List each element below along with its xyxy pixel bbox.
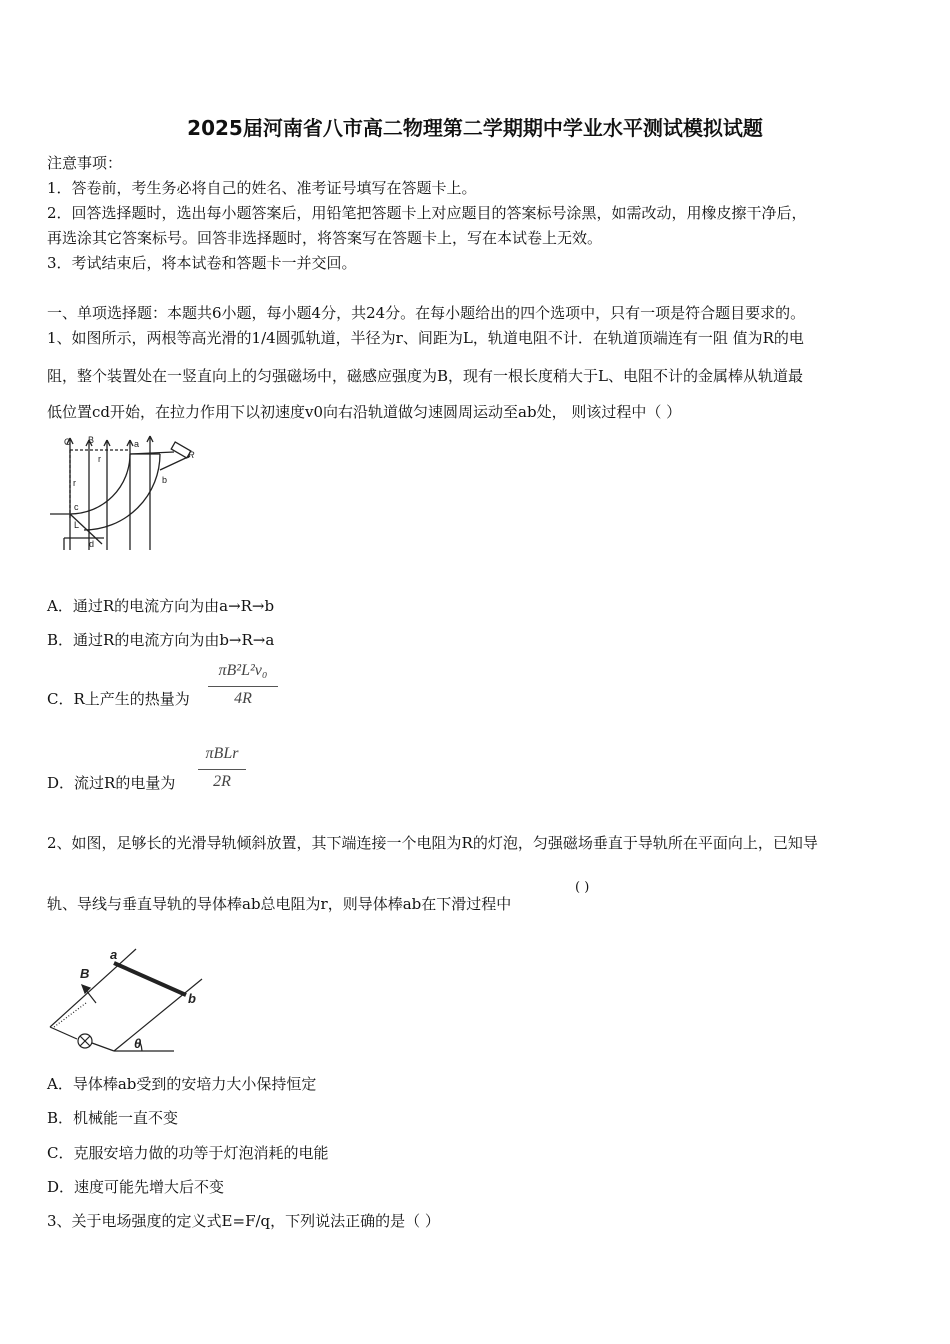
- label-a: a: [110, 947, 118, 962]
- q1-line-2: 阻，整个装置处在一竖直向上的匀强磁场中，磁感应强度为B，现有一根长度稍大于L、电阻不计的金属棒从轨道最: [47, 367, 803, 385]
- notice-item-2-line-2: 再选涂其它答案标号。回答非选择题时，将答案写在答题卡上，写在本试卷上无效。: [47, 229, 603, 247]
- q2-incline-figure: [44, 945, 214, 1060]
- rail-lower: [114, 979, 202, 1051]
- label-R: R: [188, 450, 195, 460]
- q3-line-1: 3、关于电场强度的定义式E=F/q，下列说法正确的是（ ）: [47, 1212, 440, 1230]
- q1-option-c-fraction: [208, 662, 278, 712]
- label-b: b: [188, 991, 196, 1006]
- notice-item-3: 3．考试结束后，将本试卷和答题卡一并交回。: [47, 254, 357, 272]
- notice-item-1: 1．答卷前，考生务必将自己的姓名、准考证号填写在答题卡上。: [47, 179, 477, 197]
- q1-line-1: 1、如图所示，两根等高光滑的1/4圆弧轨道，半径为r、间距为L，轨道电阻不计．在轨道顶端连有一阻 值为R的电: [47, 329, 804, 347]
- fraction-bar: [208, 686, 278, 687]
- q2-option-d: D．速度可能先增大后不变: [47, 1178, 225, 1196]
- q1-circuit-figure: [44, 430, 204, 555]
- label-a: a: [134, 439, 140, 449]
- lead-wire: [92, 1043, 114, 1051]
- lead-wire: [50, 1027, 77, 1039]
- label-r-side: r: [73, 478, 76, 488]
- q2-option-b: B．机械能一直不变: [47, 1109, 179, 1127]
- label-B: B: [80, 966, 90, 981]
- label-b: b: [162, 475, 168, 485]
- rail-upper: [50, 949, 136, 1027]
- q1-line-3: 低位置cd开始，在拉力作用下以初速度v0向右沿轨道做匀速圆周运动至ab处， 则该过程中（ ）: [47, 403, 682, 421]
- q2-line-1: 2、如图，足够长的光滑导轨倾斜放置，其下端连接一个电阻为R的灯泡，匀强磁场垂直于导轨所在平面向上，已知导: [47, 834, 818, 852]
- q2-answer-paren: ( ): [575, 880, 590, 895]
- q1-option-b: B．通过R的电流方向为由b→R→a: [47, 631, 275, 649]
- fraction-numerator: πB²L²v₀: [218, 662, 268, 679]
- conductor-rod-ab: [114, 963, 186, 995]
- section-heading: 一、单项选择题：本题共6小题，每小题4分，共24分。在每小题给出的四个选项中，只有一项是符合题目要求的。: [47, 304, 806, 322]
- q2-line-2: 轨、导线与垂直导轨的导体棒ab总电阻为r，则导体棒ab在下滑过程中: [47, 895, 512, 913]
- fraction-bar: [198, 769, 246, 770]
- q1-option-d-fraction: [198, 745, 246, 795]
- q1-option-d-prefix: D．流过R的电量为: [47, 774, 176, 792]
- label-L: L: [74, 520, 80, 530]
- fraction-denominator: 4R: [234, 690, 252, 707]
- q2-option-c: C．克服安培力做的功等于灯泡消耗的电能: [47, 1144, 329, 1162]
- label-c: c: [74, 502, 79, 512]
- page-title: 2025届河南省八市高二物理第二学期期中学业水平测试模拟试题: [187, 116, 763, 140]
- label-theta: θ: [134, 1036, 142, 1051]
- label-O: O: [64, 437, 72, 447]
- q1-option-c-prefix: C．R上产生的热量为: [47, 690, 190, 708]
- label-d: d: [89, 539, 95, 549]
- notice-item-2-line-1: 2．回答选择题时，选出每小题答案后，用铅笔把答题卡上对应题目的答案标号涂黑，如需改动，用橡皮擦干净后，: [47, 204, 807, 222]
- arc-rail-outer: [84, 454, 160, 530]
- q1-option-a: A．通过R的电流方向为由a→R→b: [47, 597, 275, 615]
- fraction-denominator: 2R: [213, 773, 231, 790]
- q2-option-a: A．导体棒ab受到的安培力大小保持恒定: [47, 1075, 317, 1093]
- label-r-top: r: [98, 454, 101, 464]
- fraction-numerator: πBLr: [205, 745, 239, 762]
- label-B: B: [88, 435, 95, 445]
- notice-heading: 注意事项：: [47, 154, 123, 172]
